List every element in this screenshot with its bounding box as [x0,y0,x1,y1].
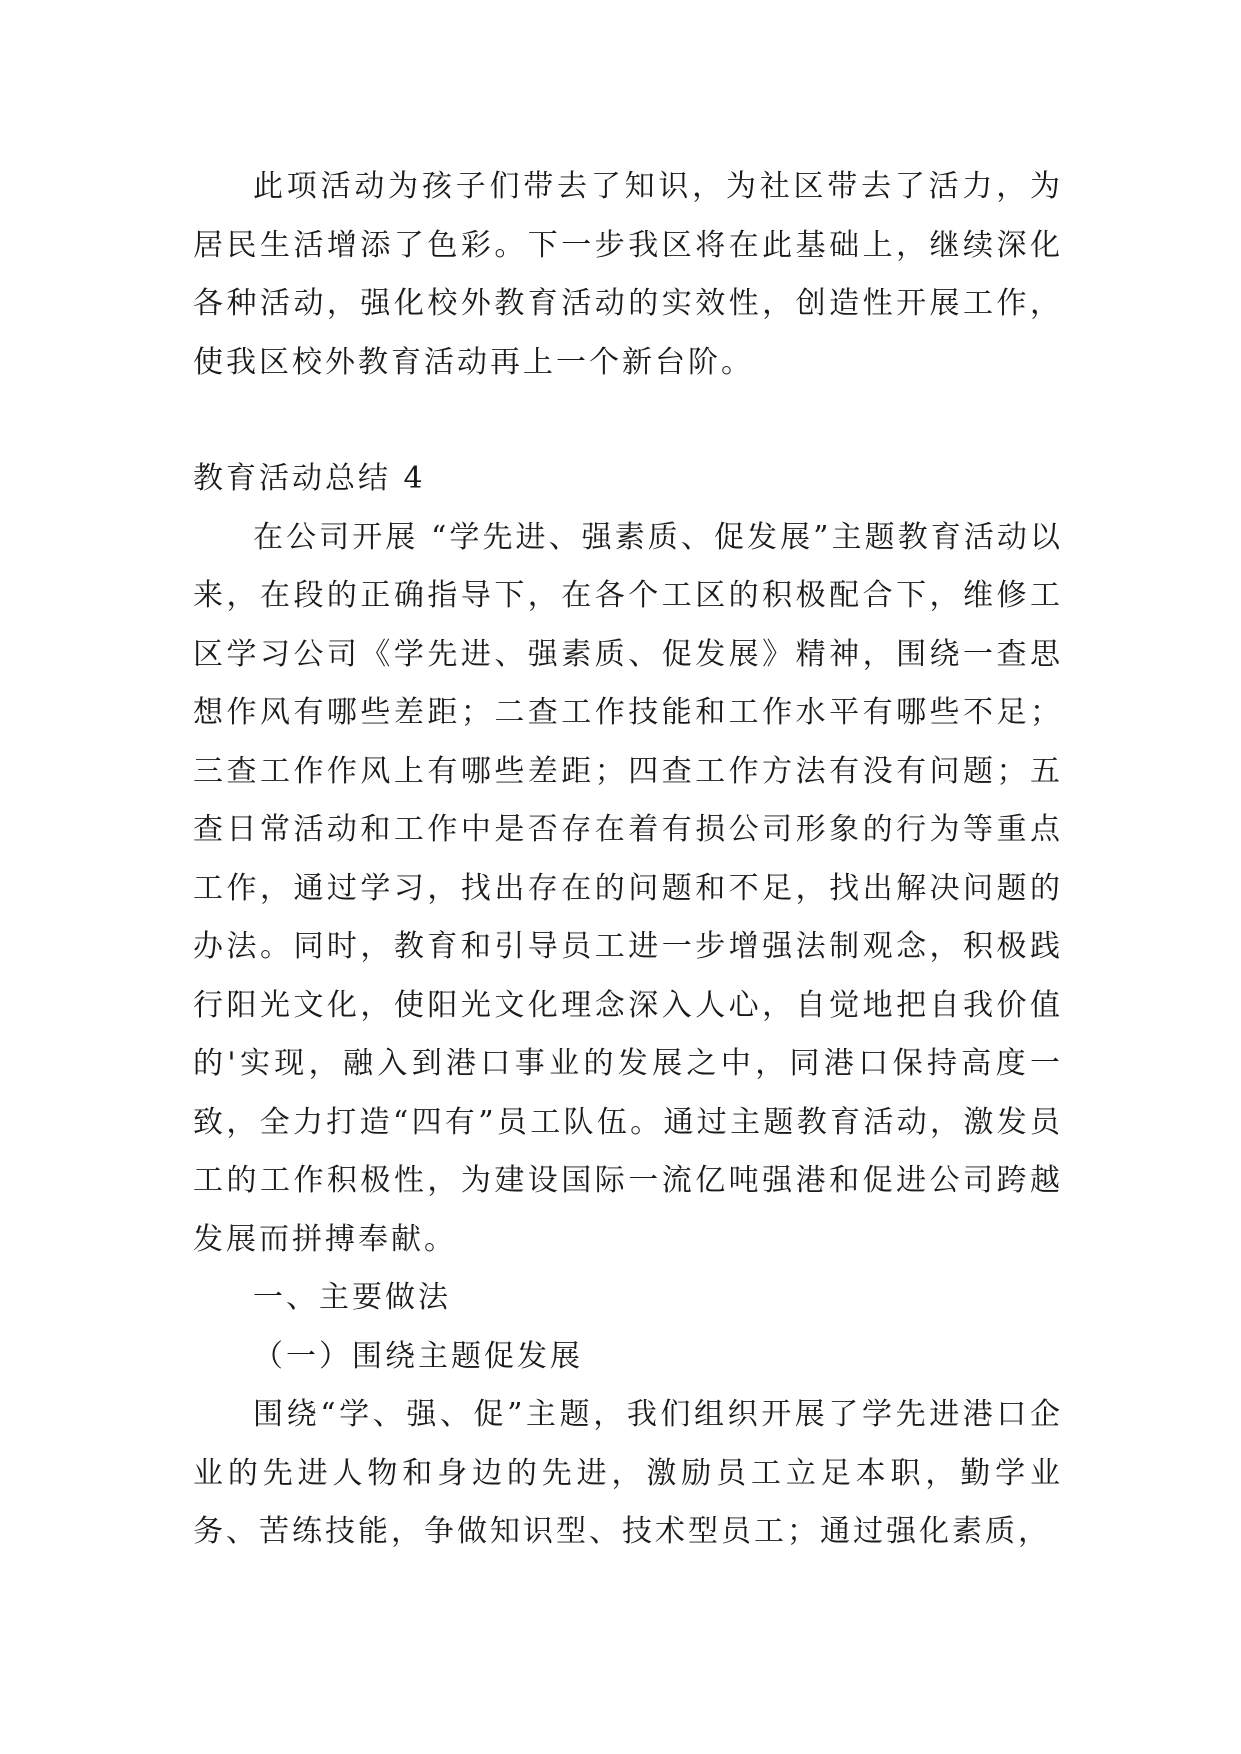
heading-main-practices: 一、主要做法 [253,1280,451,1315]
section-title: 教育活动总结 4 [193,461,426,496]
document-body [193,158,1063,1562]
paragraph-main: 在公司开展 “学先进、强素质、促发展”主题教育活动以来，在段的正确指导下，在各个工区的积极配合下，维修工区学习公司《学先进、强素质、促发展》精神，围绕一查思想作风有哪些差距；二查工作技能和工作水平有哪些不足；三查工作作风上有哪些差距；四查工作方法有没有问题；五查日常活动和工作中是否存在着有损公司形象的行为等重点工作，通过学习，找出存在的问题和不足，找出解决问题的办法。同时，教育和引导员工进一步增强法制观念，积极践行阳光文化，使阳光文化理念深入人心，自觉地把自我价值的'实现，融入到港口事业的发展之中，同港口保持高度一致，全力打造“四有”员工队伍。通过主题教育活动，激发员工的工作积极性，为建设国际一流亿吨强港和促进公司跨越发展而拼搏奉献。 [193,519,1063,1257]
paragraph-subsection-1: 围绕“学、强、促”主题，我们组织开展了学先进港口企业的先进人物和身边的先进，激励员工立足本职，勤学业务、苦练技能，争做知识型、技术型员工；通过强化素质， [193,1397,1063,1549]
paragraph-spacer [193,392,1063,450]
paragraph-intro: 此项活动为孩子们带去了知识，为社区带去了活力，为居民生活增添了色彩。下一步我区将在此基础上，继续深化各种活动，强化校外教育活动的实效性，创造性开展工作，使我区校外教育活动再上一个新台阶。 [193,169,1063,380]
heading-subsection-1: （一）围绕主题促发展 [253,1338,583,1374]
